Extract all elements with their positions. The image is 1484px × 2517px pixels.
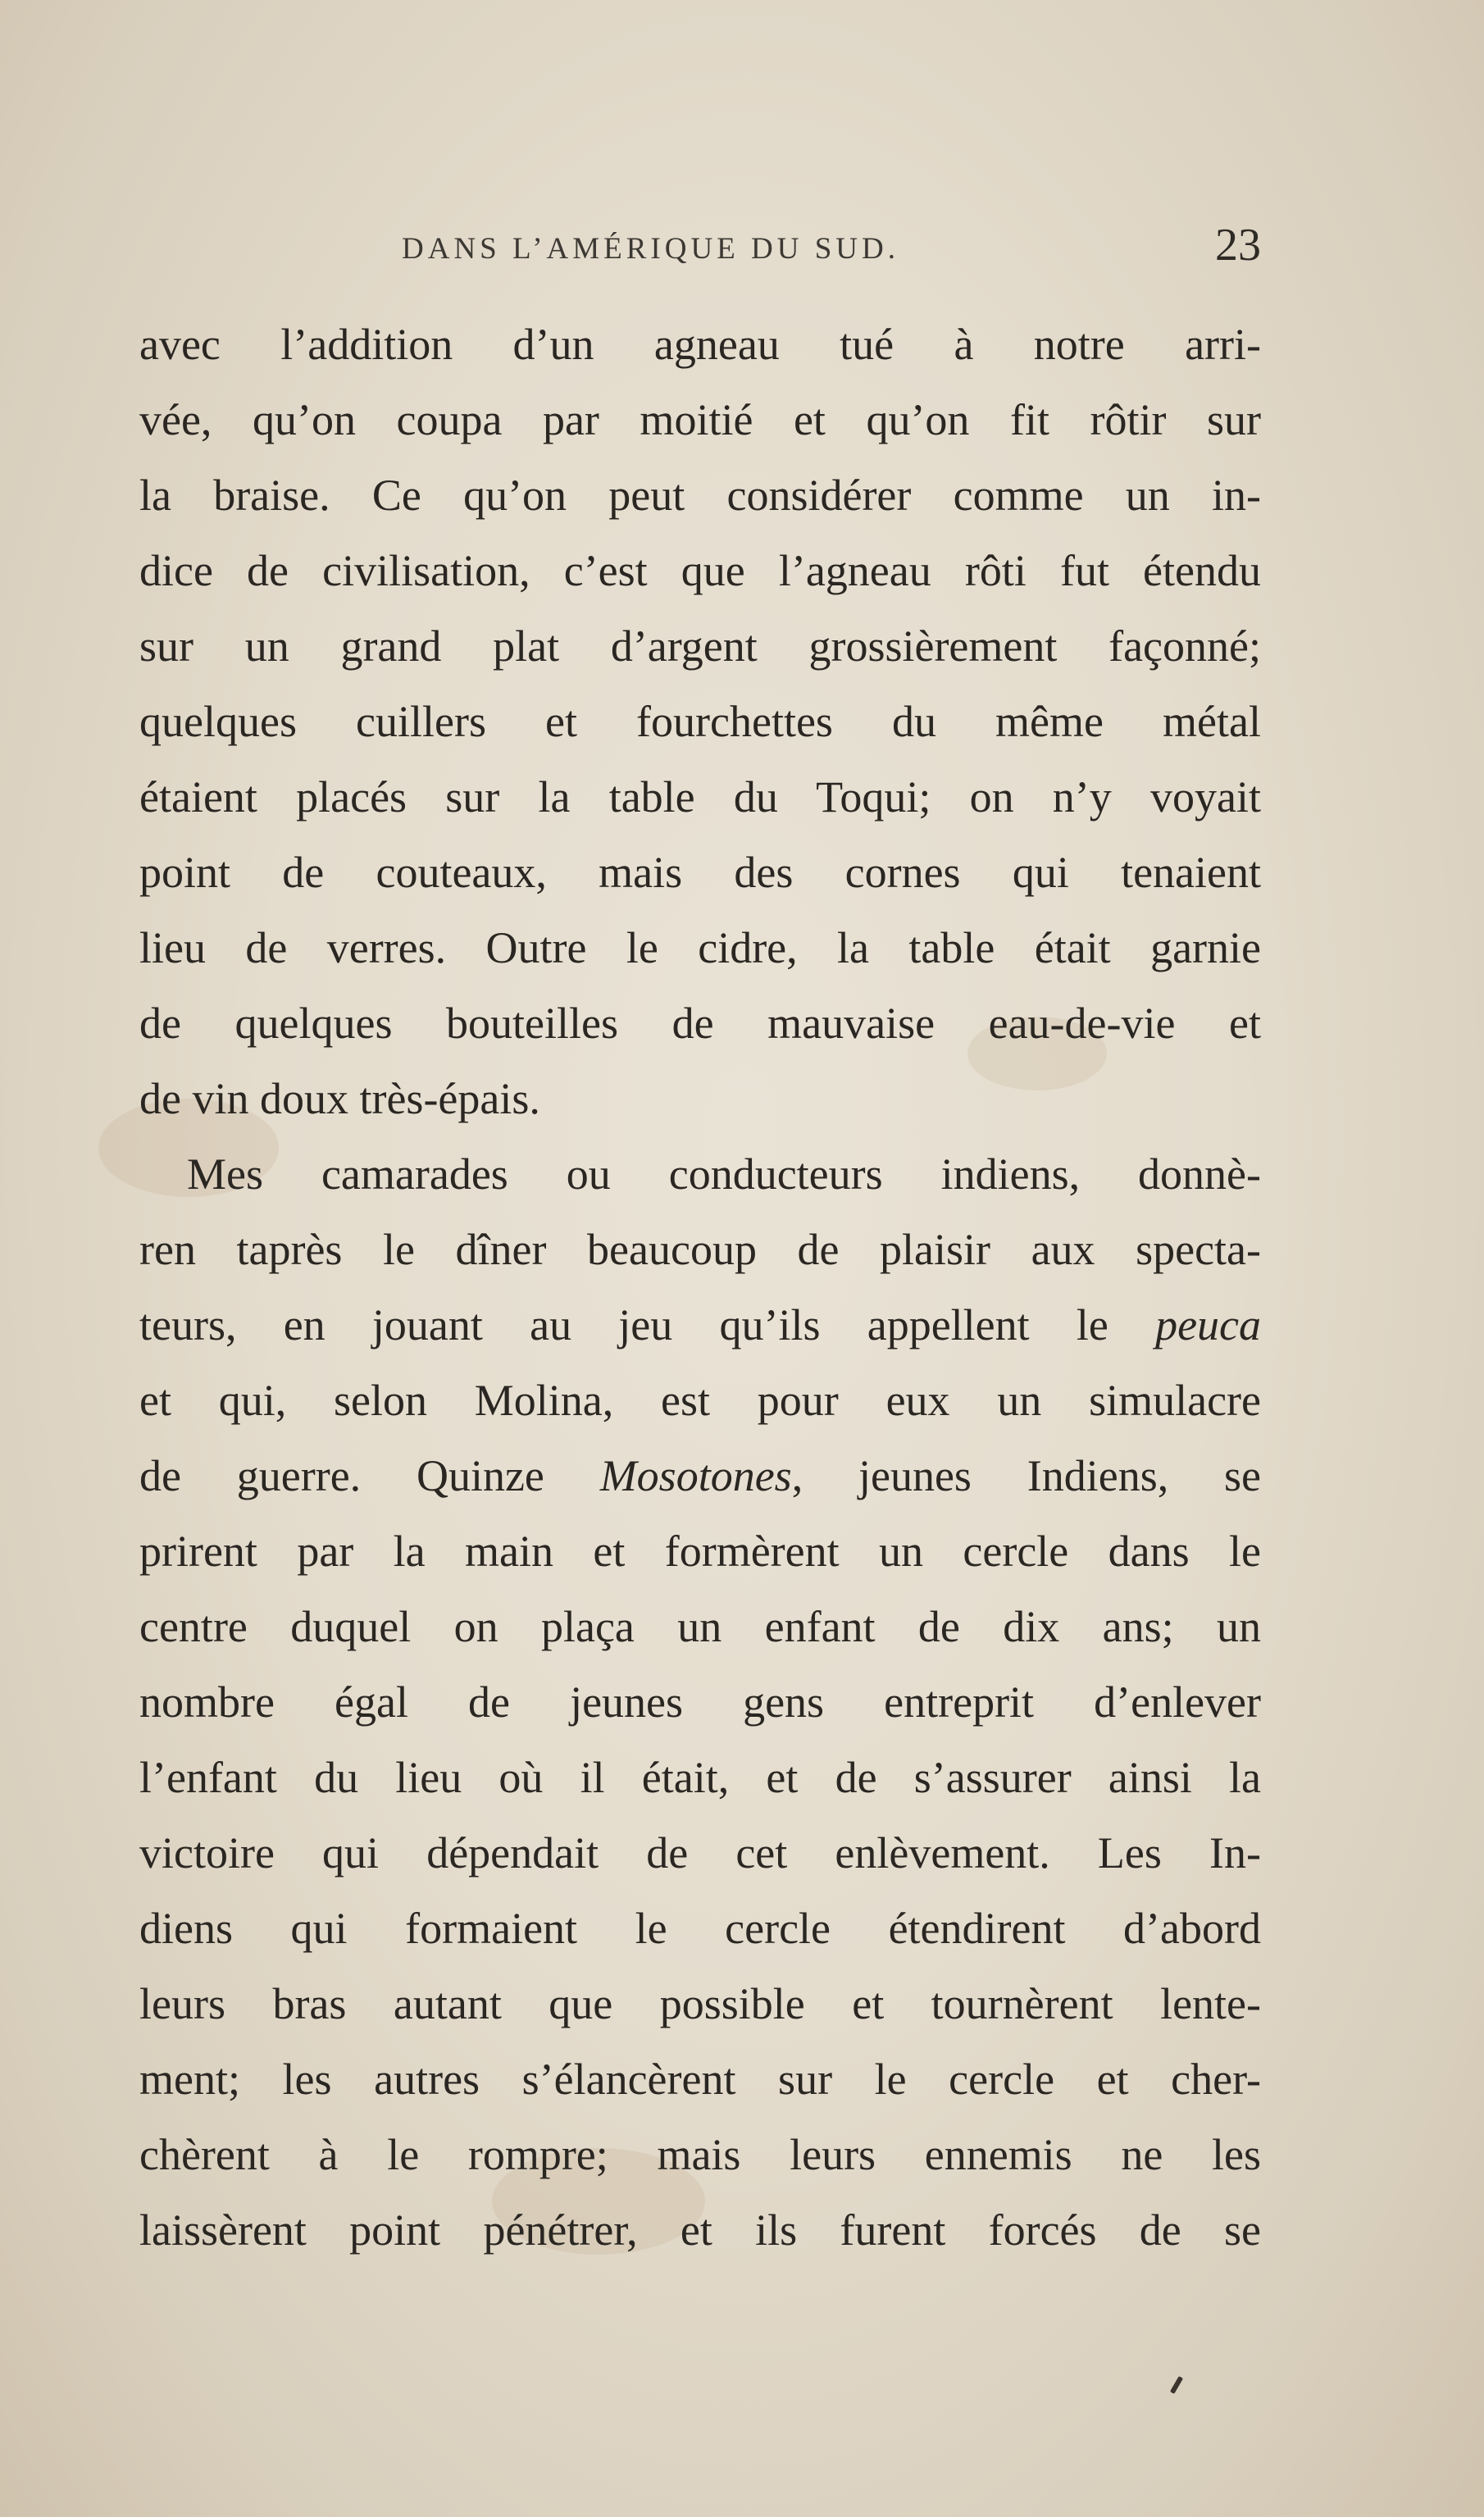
text-line (139, 1287, 1261, 1363)
text-line: nombre égal de jeunes gens entreprit d’enlever (139, 1677, 1261, 1727)
text-line: sur un grand plat d’argent grossièrement façonné; (139, 621, 1261, 671)
text-line: vée, qu’on coupa par moitié et qu’on fit rôtir sur (139, 395, 1261, 444)
text-line: laissèrent point pénétrer, et ils furent forcés de se (139, 2205, 1261, 2255)
ink-mark (1170, 2376, 1183, 2394)
running-head: DANS L’AMÉRIQUE DU SUD. (402, 232, 899, 266)
text-line: ment; les autres s’élancèrent sur le cercle et cher- (139, 2055, 1261, 2104)
text-line: et qui, selon Molina, est pour eux un simulacre (139, 1376, 1261, 1425)
body-text (139, 307, 1261, 2268)
text-span: de guerre. Quinze (139, 1451, 600, 1500)
text-line: prirent par la main et formèrent un cercle dans le (139, 1527, 1261, 1576)
text-line: la braise. Ce qu’on peut considérer comme un in- (139, 471, 1261, 520)
text-line (139, 1438, 1261, 1513)
text-line: diens qui formaient le cercle étendirent d’abord (139, 1904, 1261, 1953)
text-line: lieu de verres. Outre le cidre, la table était garnie (139, 923, 1261, 972)
paragraph-first-line: Mes camarades ou conducteurs indiens, donnè- (187, 1149, 1261, 1199)
text-line: chèrent à le rompre; mais leurs ennemis ne les (139, 2130, 1261, 2179)
text-line: point de couteaux, mais des cornes qui tenaient (139, 848, 1261, 897)
italic-term: Mosotones (599, 1451, 792, 1500)
text-line: de quelques bouteilles de mauvaise eau-de-vie et (139, 999, 1261, 1048)
text-line: étaient placés sur la table du Toqui; on n’y voyait (139, 772, 1261, 822)
paragraph-end-line: de vin doux très-épais. (139, 1074, 540, 1123)
text-line: leurs bras autant que possible et tournèrent lente- (139, 1979, 1261, 2028)
text-span: teurs, en jouant au jeu qu’ils appellent le (139, 1300, 1156, 1350)
text-line: dice de civilisation, c’est que l’agneau rôti fut étendu (139, 546, 1261, 595)
text-line: avec l’addition d’un agneau tué à notre arri- (139, 320, 1261, 369)
italic-term: peuca (1155, 1300, 1261, 1350)
text-line: victoire qui dépendait de cet enlèvement. Les In- (139, 1828, 1261, 1878)
text-line: l’enfant du lieu où il était, et de s’assurer ainsi la (139, 1753, 1261, 1802)
page-header (138, 215, 1261, 289)
text-line: centre duquel on plaça un enfant de dix ans; un (139, 1602, 1261, 1651)
page-number: 23 (1215, 220, 1261, 271)
text-span: , jeunes Indiens, se (791, 1451, 1261, 1500)
text-line: quelques cuillers et fourchettes du même métal (139, 697, 1261, 746)
text-line: ren taprès le dîner beaucoup de plaisir aux specta- (139, 1225, 1261, 1274)
